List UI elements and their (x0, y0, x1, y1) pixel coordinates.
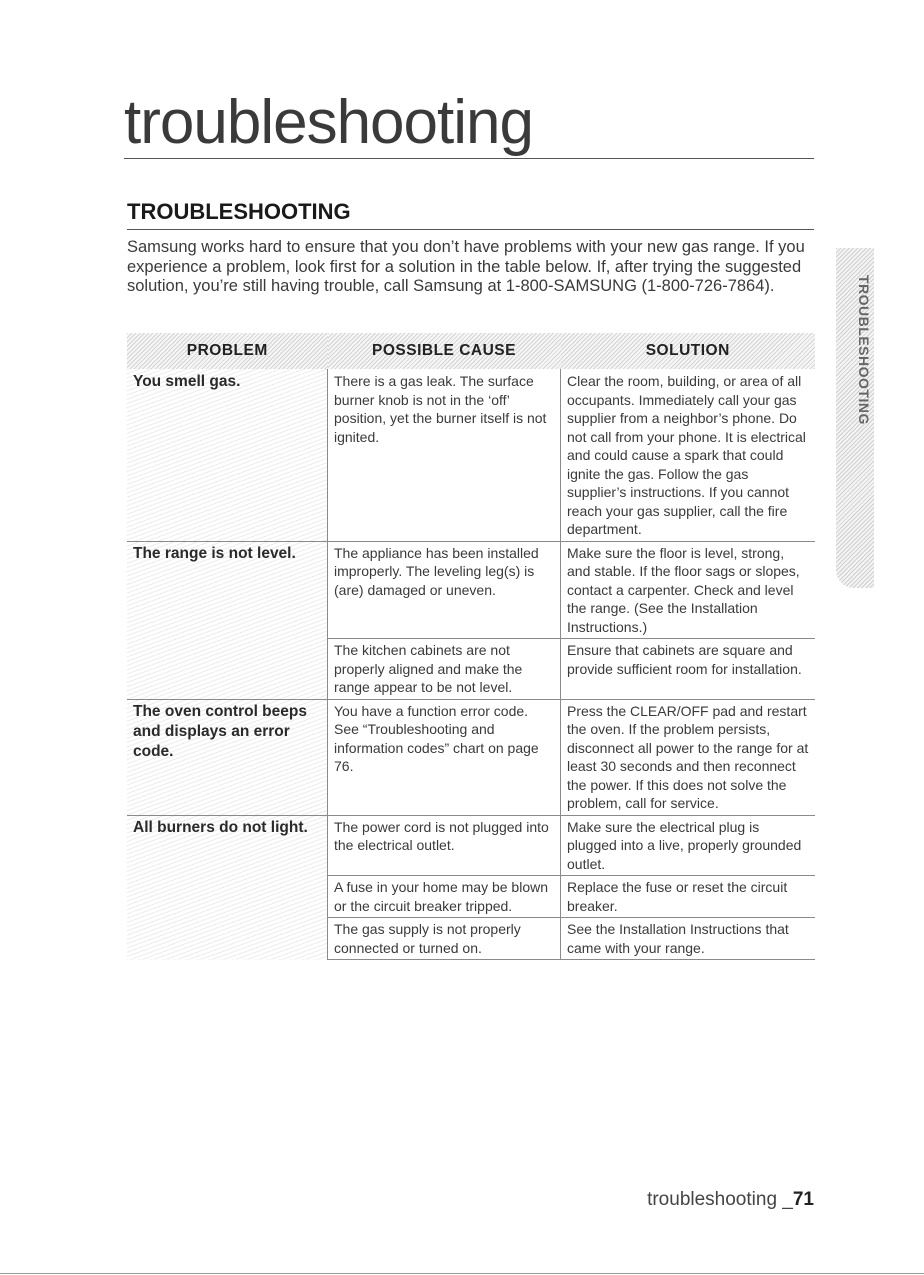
side-tab-label: TROUBLESHOOTING (856, 275, 872, 425)
section-title-rule (127, 229, 814, 230)
footer-label: troubleshooting _ (647, 1189, 793, 1210)
page-footer (647, 1189, 814, 1211)
problem-cell: The oven control beeps and displays an error code. (127, 699, 328, 815)
section-title: TROUBLESHOOTING (127, 199, 351, 224)
chapter-title: troubleshooting (124, 88, 533, 157)
problem-cell: You smell gas. (127, 369, 328, 541)
problem-cell: The range is not level. (127, 541, 328, 699)
problem-cell: All burners do not light. (127, 815, 328, 960)
cause-cell: A fuse in your home may be blown or the circuit breaker tripped. (328, 876, 561, 918)
table-header-row (127, 333, 815, 369)
cause-cell: The power cord is not plugged into the electrical outlet. (328, 815, 561, 876)
cause-cell: The gas supply is not properly connected or turned on. (328, 918, 561, 960)
solution-cell: Press the CLEAR/OFF pad and restart the oven. If the problem persists, disconnect all power to the range for at least 30 seconds and then reconnect the power. If this does not solve the problem, call for service. (561, 699, 816, 815)
troubleshooting-table (127, 333, 815, 960)
cause-cell: The appliance has been installed improperly. The leveling leg(s) is (are) damaged or uneven. (328, 541, 561, 639)
cause-cell: The kitchen cabinets are not properly aligned and make the range appear to be not level. (328, 639, 561, 700)
solution-cell: Make sure the floor is level, strong, and stable. If the floor sags or slopes, contact a carpenter. Check and level the range. (See the Installation Instructions.) (561, 541, 816, 639)
solution-cell: Replace the fuse or reset the circuit breaker. (561, 876, 816, 918)
header-problem: PROBLEM (127, 333, 328, 369)
table-row (127, 541, 815, 639)
table-row (127, 369, 815, 541)
solution-cell: Make sure the electrical plug is plugged into a live, properly grounded outlet. (561, 815, 816, 876)
solution-cell: Clear the room, building, or area of all occupants. Immediately call your gas supplier from a neighbor’s phone. Do not call from your phone. It is electrical and could cause a spark that could ignite the gas. Follow the gas supplier’s instructions. If you cannot reach your gas supplier, call the fire department. (567, 373, 806, 537)
page-number: 71 (792, 1189, 814, 1210)
solution-cell: Ensure that cabinets are square and provide sufficient room for installation. (561, 639, 816, 700)
cause-cell: There is a gas leak. The surface burner knob is not in the ‘off’ position, yet the burner itself is not ignited. (328, 369, 561, 541)
table-row (127, 699, 815, 815)
header-possible-cause: POSSIBLE CAUSE (328, 333, 561, 369)
cause-cell: You have a function error code. See “Troubleshooting and information codes” chart on page 76. (328, 699, 561, 815)
table-row (127, 815, 815, 876)
intro-paragraph: Samsung works hard to ensure that you don’t have problems with your new gas range. If you experience a problem, look first for a solution in the table below. If, after trying the suggested solution, you’re still having trouble, call Samsung at 1-800-SAMSUNG (1-800-726-7864). (127, 238, 805, 295)
header-solution: SOLUTION (561, 333, 816, 369)
bottom-rule (0, 1273, 924, 1274)
solution-cell: See the Installation Instructions that came with your range. (561, 918, 816, 960)
chapter-title-rule (124, 158, 814, 159)
